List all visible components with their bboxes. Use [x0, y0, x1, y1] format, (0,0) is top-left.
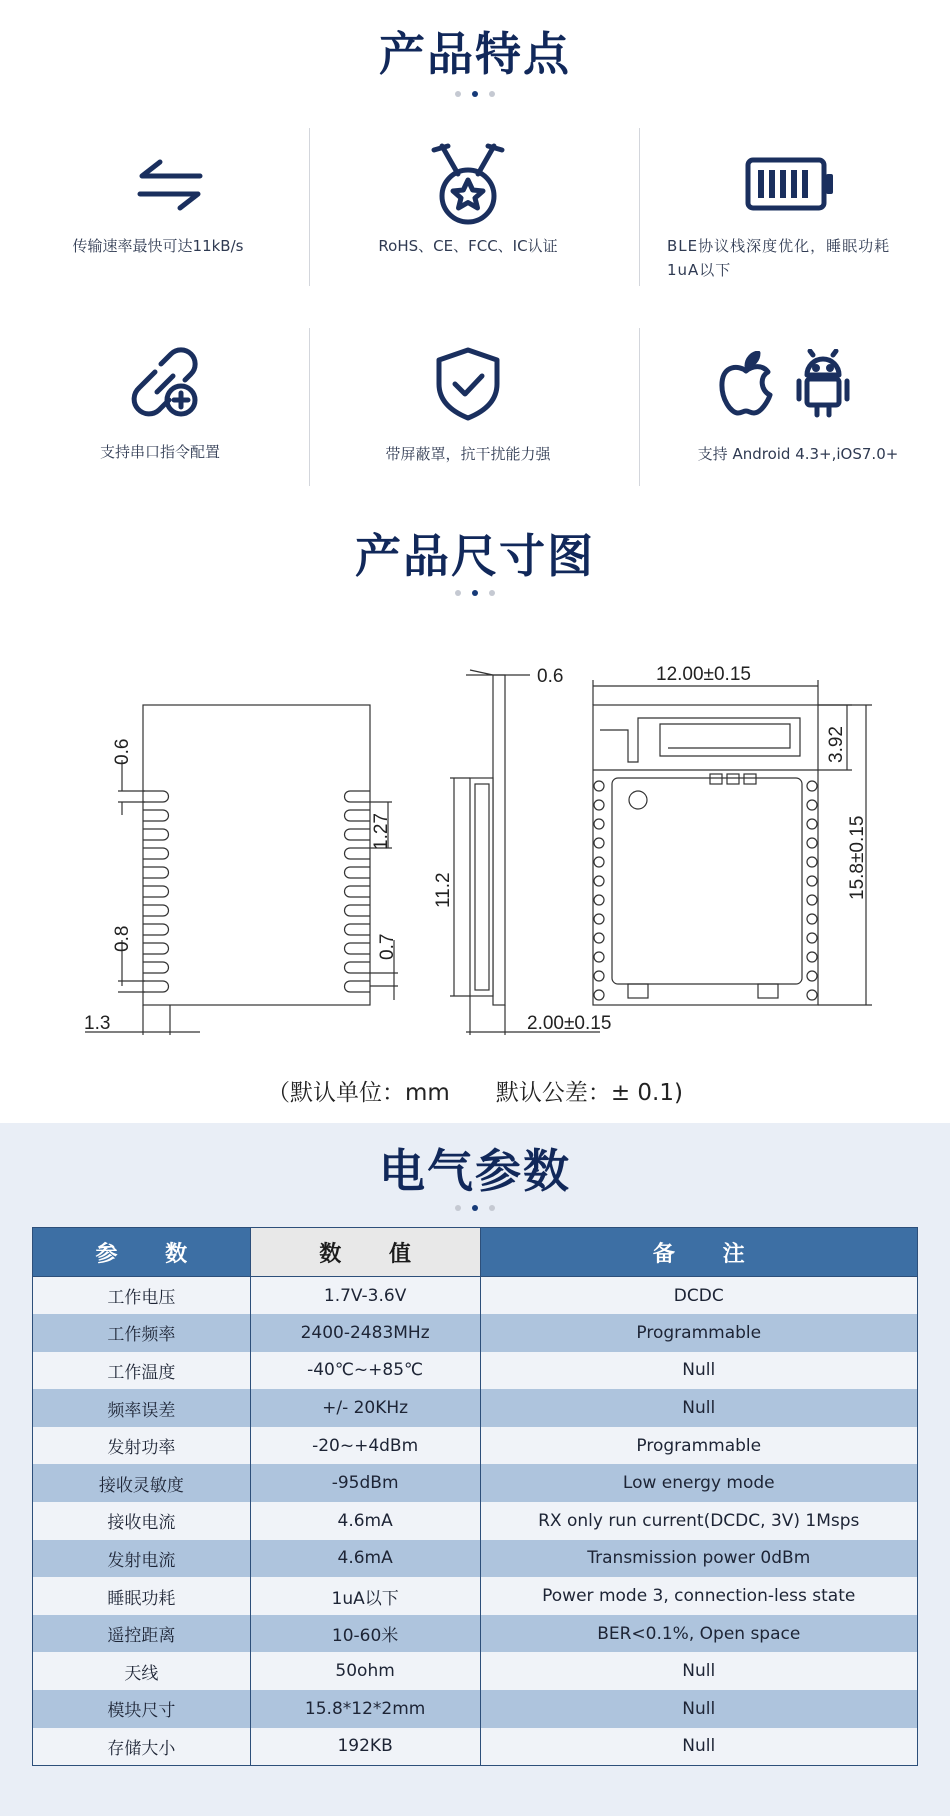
header-note: 备 注	[480, 1228, 917, 1277]
feature-text-line: BLE协议栈深度优化，睡眠功耗	[667, 237, 891, 255]
param-cell: 频率误差	[33, 1389, 251, 1427]
feature-text: 带屏蔽罩，抗干扰能力强	[385, 445, 551, 463]
value-cell: 50ohm	[250, 1652, 480, 1690]
table-row	[33, 1277, 918, 1315]
dim-label: 1.27	[371, 813, 392, 850]
table-row	[33, 1389, 918, 1427]
apple-android-icon	[660, 344, 910, 424]
param-cell: 遥控距离	[33, 1615, 251, 1653]
battery-icon	[700, 144, 880, 224]
table-row	[33, 1352, 918, 1390]
dim-label: 1.3	[84, 1013, 111, 1034]
feature-certification	[310, 128, 626, 288]
table-row	[33, 1728, 918, 1766]
apple-icon	[717, 351, 775, 417]
dim-label: 0.8	[112, 925, 133, 952]
feature-low-power	[640, 128, 950, 288]
side-view	[450, 670, 600, 1035]
header-value: 数 值	[250, 1228, 480, 1277]
note-cell: BER<0.1%, Open space	[480, 1615, 917, 1653]
dim-label: 0.7	[377, 933, 398, 960]
shield-check-icon	[310, 344, 626, 424]
feature-text: RoHS、CE、FCC、IC认证	[378, 237, 558, 255]
dimension-dots	[0, 590, 950, 596]
dim-label: 15.8±0.15	[847, 815, 868, 900]
param-cell: 模块尺寸	[33, 1690, 251, 1728]
param-cell: 工作温度	[33, 1352, 251, 1390]
param-cell: 天线	[33, 1652, 251, 1690]
feature-shielding	[310, 328, 626, 488]
param-cell: 发射功率	[33, 1427, 251, 1465]
note-cell: Low energy mode	[480, 1464, 917, 1502]
feature-text: 传输速率最快可达11kB/s	[72, 237, 244, 255]
table-row	[33, 1427, 918, 1465]
feature-serial-config	[0, 328, 316, 488]
table-row	[33, 1464, 918, 1502]
value-cell: 4.6mA	[250, 1502, 480, 1540]
param-cell: 存储大小	[33, 1728, 251, 1766]
note-cell: RX only run current(DCDC, 3V) 1Msps	[480, 1502, 917, 1540]
note-cell: Null	[480, 1389, 917, 1427]
feature-platform	[640, 328, 950, 488]
note-cell: Power mode 3, connection-less state	[480, 1577, 917, 1615]
param-cell: 接收电流	[33, 1502, 251, 1540]
note-cell: DCDC	[480, 1277, 917, 1315]
feature-text: 支持 Android 4.3+,iOS7.0+	[697, 445, 899, 463]
table-row	[33, 1690, 918, 1728]
dimension-drawing	[0, 650, 950, 1050]
value-cell: 2400-2483MHz	[250, 1314, 480, 1352]
electrical-title: 电气参数	[379, 1144, 571, 1198]
table-row	[33, 1615, 918, 1653]
table-row	[33, 1652, 918, 1690]
dimension-title: 产品尺寸图	[355, 529, 595, 583]
value-cell: -95dBm	[250, 1464, 480, 1502]
table-row	[33, 1540, 918, 1578]
value-cell: -20~+4dBm	[250, 1427, 480, 1465]
value-cell: 4.6mA	[250, 1540, 480, 1578]
electrical-params-table	[32, 1227, 918, 1766]
feature-text: 支持串口指令配置	[99, 443, 220, 461]
table-row	[33, 1577, 918, 1615]
arrows-exchange-icon	[0, 144, 340, 224]
note-cell: Null	[480, 1690, 917, 1728]
dim-label: 0.6	[112, 738, 133, 765]
feature-text-line: 1uA以下	[667, 261, 732, 279]
param-cell: 发射电流	[33, 1540, 251, 1578]
note-cell: Programmable	[480, 1314, 917, 1352]
features-title: 产品特点	[379, 27, 571, 81]
param-cell: 接收灵敏度	[33, 1464, 251, 1502]
value-cell: 192KB	[250, 1728, 480, 1766]
note-cell: Null	[480, 1652, 917, 1690]
electrical-dots	[0, 1205, 950, 1211]
param-cell: 工作电压	[33, 1277, 251, 1315]
feature-transfer-rate	[0, 128, 316, 288]
link-plus-icon	[0, 344, 330, 424]
table-header-row	[33, 1228, 918, 1277]
value-cell: 1.7V-3.6V	[250, 1277, 480, 1315]
note-cell: Null	[480, 1728, 917, 1766]
value-cell: +/- 20KHz	[250, 1389, 480, 1427]
features-dots	[0, 91, 950, 97]
android-icon	[793, 349, 853, 419]
dim-label: 2.00±0.15	[527, 1013, 612, 1034]
header-param: 参 数	[33, 1228, 251, 1277]
value-cell: 15.8*12*2mm	[250, 1690, 480, 1728]
note-cell: Programmable	[480, 1427, 917, 1465]
value-cell: 10-60米	[250, 1615, 480, 1653]
dim-label: 12.00±0.15	[656, 664, 751, 685]
dim-label: 11.2	[433, 872, 454, 908]
note-cell: Null	[480, 1352, 917, 1390]
table-row	[33, 1314, 918, 1352]
param-cell: 工作频率	[33, 1314, 251, 1352]
dim-label: 0.6	[537, 666, 564, 687]
dim-label: 3.92	[826, 726, 847, 763]
value-cell: -40℃~+85℃	[250, 1352, 480, 1390]
note-cell: Transmission power 0dBm	[480, 1540, 917, 1578]
table-row	[33, 1502, 918, 1540]
unit-tolerance-note: （默认单位：mm 默认公差：± 0.1)	[267, 1080, 683, 1106]
medal-star-icon	[310, 144, 626, 224]
value-cell: 1uA以下	[250, 1577, 480, 1615]
param-cell: 睡眠功耗	[33, 1577, 251, 1615]
feature-text	[667, 234, 950, 282]
